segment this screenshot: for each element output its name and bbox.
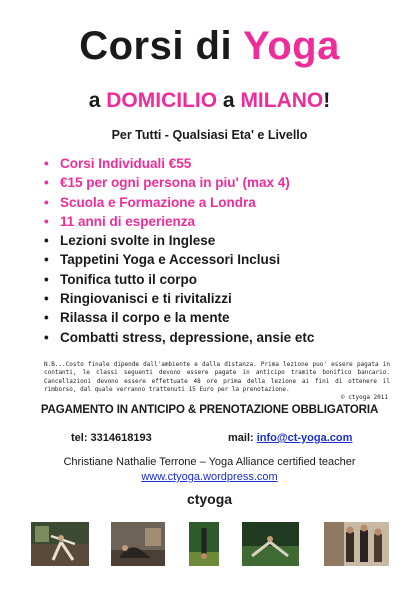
phone-number: tel: 3314618193 [71, 432, 152, 444]
payment-notice: PAGAMENTO IN ANTICIPO & PRENOTAZIONE OBBLIGATORIA [40, 404, 379, 416]
subtitle-domicilio: DOMICILIO [106, 89, 218, 112]
feature-text: Tonifica tutto il corpo [60, 271, 197, 287]
bullet-icon: • [44, 175, 49, 191]
feature-item [44, 173, 404, 192]
subtitle-mid: a [217, 89, 241, 112]
website-line [0, 470, 419, 484]
yoga-photo-3 [189, 522, 219, 566]
brand-name: ctyoga [186, 491, 233, 507]
feature-list [44, 154, 404, 347]
email-label: mail: [228, 432, 257, 444]
feature-item [44, 154, 404, 173]
photo-strip [0, 522, 419, 568]
email-contact [228, 431, 352, 445]
feature-text: Tappetini Yoga e Accessori Inclusi [60, 252, 281, 268]
feature-item [44, 250, 404, 269]
bullet-icon: • [44, 233, 49, 249]
email-link[interactable]: info@ct-yoga.com [256, 432, 353, 444]
bullet-icon: • [44, 271, 49, 287]
feature-item [44, 328, 404, 347]
feature-text: Scuola e Formazione a Londra [60, 194, 256, 210]
contact-row [0, 431, 419, 445]
feature-item [44, 308, 404, 327]
tagline: Per Tutti - Qualsiasi Eta' e Livello [111, 128, 308, 142]
bullet-icon: • [44, 194, 49, 210]
feature-text: Rilassa il corpo e la mente [60, 310, 230, 326]
feature-text: Ringiovanisci e ti rivitalizzi [60, 291, 232, 307]
yoga-photo-1 [31, 522, 89, 566]
bullet-icon: • [44, 329, 49, 345]
yoga-photo-5 [324, 522, 389, 566]
fine-print-note: N.B...Costo finale dipende dall'ambiente e dalla distanza. Prima lezione puo' essere pagata in contanti, le classi seguenti devono essere pagate in anticipo tramite bonifico bancario. Cancellazioni devono essere effettuate 48 ore prima della lezione ai fini di ottenere il rimborso, dal quale verranno trattenuti 15 Euro per la prenotazione. [44, 361, 390, 394]
yoga-photo-4 [242, 522, 299, 566]
feature-text: €15 per ogni persona in piu' (max 4) [60, 175, 290, 191]
copyright-text: © ctyoga 2011 [341, 394, 388, 401]
feature-item [44, 212, 404, 231]
subtitle-a: a [88, 89, 107, 112]
feature-text: 11 anni di esperienza [60, 213, 196, 229]
location-subtitle [0, 88, 419, 114]
bullet-icon: • [44, 252, 49, 268]
subtitle-end: ! [323, 89, 331, 112]
title-text: Corsi di [79, 24, 243, 68]
bullet-icon: • [44, 291, 49, 307]
feature-item [44, 231, 404, 250]
teacher-credit: Christiane Nathalie Terrone – Yoga Alliance certified teacher [63, 456, 356, 468]
feature-item [44, 193, 404, 212]
yoga-photo-2 [111, 522, 165, 566]
feature-item [44, 270, 404, 289]
bullet-icon: • [44, 156, 49, 171]
website-link[interactable]: www.ctyoga.wordpress.com [141, 471, 278, 483]
feature-text: Combatti stress, depressione, ansie etc [60, 329, 315, 345]
feature-text: Lezioni svolte in Inglese [60, 233, 216, 249]
feature-text: Corsi Individuali €55 [60, 156, 192, 171]
bullet-icon: • [44, 213, 49, 229]
title-highlight: Yoga [242, 24, 340, 68]
feature-item [44, 289, 404, 308]
subtitle-milano: MILANO [240, 89, 324, 112]
bullet-icon: • [44, 310, 49, 326]
page-title [0, 22, 419, 70]
